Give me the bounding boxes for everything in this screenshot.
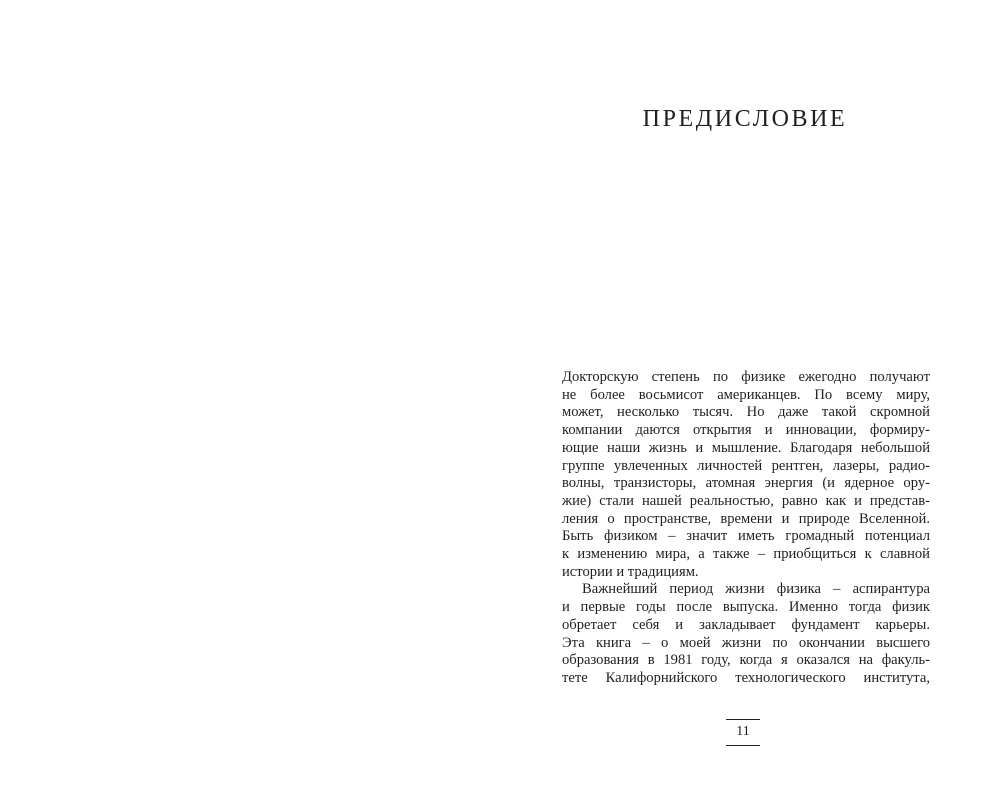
text-line: ющие наши жизнь и мышление. Благодаря небольшой (562, 439, 930, 456)
text-line: Докторскую степень по физике ежегодно получают (562, 369, 930, 385)
chapter-title: ПРЕДИСЛОВИЕ (642, 106, 848, 132)
text-line: волны, транзисторы, атомная энергия (и ядерное ору- (562, 475, 930, 492)
text-line: Эта книга – о моей жизни по окончании высшего (562, 634, 930, 651)
text-line: тете Калифорнийского технологического института, (562, 669, 930, 686)
text-line: и первые годы после выпуска. Именно тогда физик (562, 599, 930, 616)
text-line: к изменению мира, а также – приобщиться к славной (562, 546, 930, 563)
text-line: образования в 1981 году, когда я оказался на факуль- (562, 652, 930, 669)
body-text (562, 369, 930, 688)
text-line: жие) стали нашей реальностью, равно как и представ- (562, 492, 930, 509)
text-line: Важнейший период жизни физика – аспирантура (582, 581, 930, 598)
text-line: группе увлеченных личностей рентген, лазеры, радио- (562, 457, 930, 474)
text-line: обретает себя и закладывает фундамент карьеры. (562, 616, 930, 633)
text-line: не более восьмисот американцев. По всему миру, (562, 386, 930, 403)
text-line: Быть физиком – значит иметь громадный потенциал (562, 528, 930, 545)
text-line: может, несколько тысяч. Но даже такой скромной (562, 404, 930, 421)
text-line: истории и традициям. (562, 563, 699, 580)
page-number: 11 (726, 719, 760, 746)
text-line: компании даются открытия и инновации, формиру- (562, 422, 930, 439)
text-line: ления о пространстве, времени и природе Вселенной. (562, 510, 930, 527)
